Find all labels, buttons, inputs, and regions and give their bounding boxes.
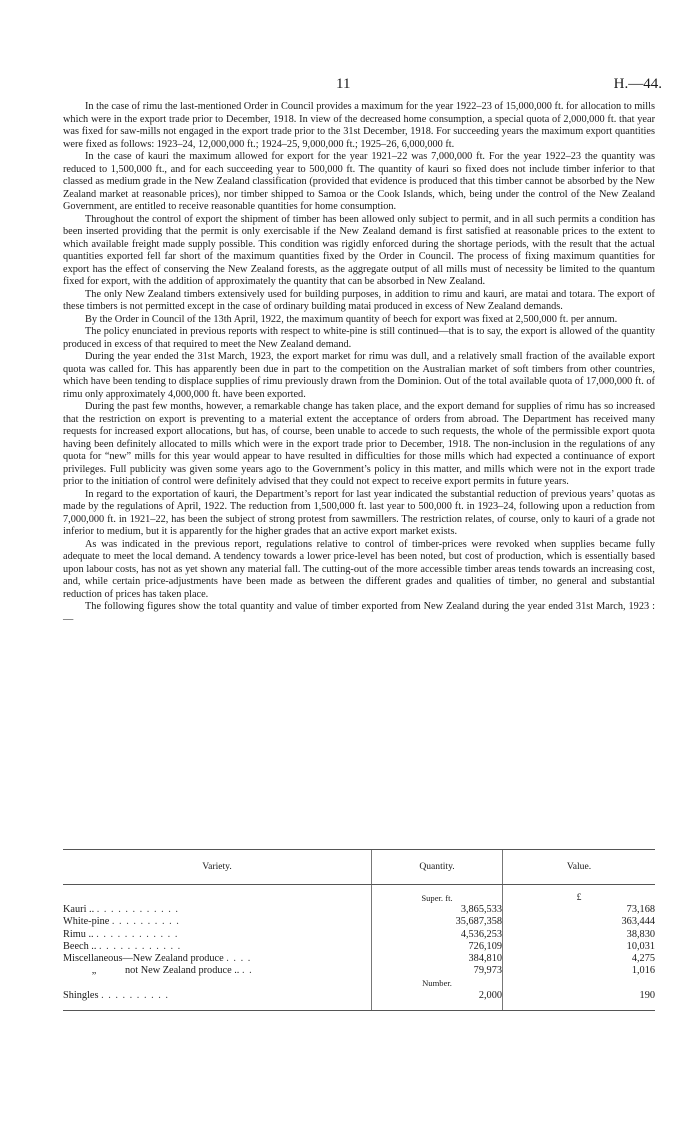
row-variety: Miscellaneous—New Zealand produce bbox=[63, 953, 224, 965]
leader-dots: . . . . . . . . . . . . bbox=[96, 928, 179, 940]
row-quantity: 384,810 bbox=[372, 953, 503, 965]
row-quantity: 35,687,358 bbox=[372, 916, 503, 928]
table-header-row bbox=[63, 850, 655, 885]
unit-value: £ bbox=[503, 885, 656, 905]
row-variety: Rimu .. bbox=[63, 928, 94, 940]
row-variety: not New Zealand produce .. bbox=[125, 965, 240, 977]
row-value: 38,830 bbox=[503, 929, 656, 941]
paragraph-rimu-quota: In the case of rimu the last-mentioned Order in Council provides a maximum for the year 1922–23 of 15,000,000 ft. for allocation to mills which were in the export trade prior to December, 1918. In view of the decreased home consumption, a special quota of 2,000,000 ft. that year was fixed for saw-mills not engaged in the export trade prior to the 31st December, 1918. For succeeding years the maximum export quantities were fixed as follows: 1923–24, 12,000,000 ft.; 1924–25, 9,000,000 ft.; 1925–26, 6,000,000 ft. bbox=[63, 101, 655, 150]
paragraph-beech: By the Order in Council of the 13th April, 1922, the maximum quantity of beech for export was fixed at 2,500,000 ft. per annum. bbox=[85, 313, 618, 325]
row-value: 10,031 bbox=[503, 941, 656, 953]
leader-dots: . . . . . . . . . . bbox=[101, 989, 169, 1001]
row-value: 190 bbox=[503, 990, 656, 1011]
table-row bbox=[63, 929, 655, 941]
table-row bbox=[63, 916, 655, 928]
paragraph-building-timbers: The only New Zealand timbers extensively used for building purposes, in addition to rimu and kauri, are matai and totara. The export of these timbers is not permitted except in the case of ordinary building matai produced in excess of New Zealand demands. bbox=[63, 288, 655, 312]
row-value: 73,168 bbox=[503, 904, 656, 916]
paragraph-kauri-export: In regard to the exportation of kauri, the Department’s report for last year indicated the substantial reduction of previous years’ quotas as made by the regulations of April, 1922. The reduction from 1,500,000 ft. last year to 500,000 ft. in 1923–24, following upon a reduction from 7,000,000 ft. in 1921–22, has been the subject of strong protest from sawmillers. The restriction relates, of course, only to kauri of a grade not inferior to medium, but it is apparently for the higher grades that an active export market exists. bbox=[63, 488, 655, 537]
row-variety: White-pine bbox=[63, 916, 110, 928]
paragraph-table-intro: The following figures show the total quantity and value of timber exported from New Zealand during the year ended 31st March, 1923 :— bbox=[63, 601, 655, 625]
unit-quantity: Super. ft. bbox=[372, 885, 503, 905]
leader-dots: . . bbox=[241, 965, 253, 977]
row-value: 1,016 bbox=[503, 965, 656, 977]
row-quantity: 79,973 bbox=[372, 965, 503, 977]
ditto-mark: „ bbox=[91, 965, 97, 977]
leader-dots: . . . . . . . . . . . . bbox=[96, 904, 179, 916]
row-quantity: 726,109 bbox=[372, 941, 503, 953]
table-row bbox=[63, 904, 655, 916]
unit-number: Number. bbox=[372, 977, 503, 989]
row-value: 4,275 bbox=[503, 953, 656, 965]
row-quantity: 2,000 bbox=[372, 990, 503, 1011]
leader-dots: . . . . . . . . . . bbox=[111, 916, 180, 928]
body-text bbox=[63, 101, 655, 626]
header-value: Value. bbox=[503, 850, 656, 885]
row-value: 363,444 bbox=[503, 916, 656, 928]
page-number: 11 bbox=[336, 76, 351, 92]
table-row bbox=[63, 990, 655, 1011]
paragraph-rimu-market: During the year ended the 31st March, 1923, the export market for rimu was dull, and a relatively small fraction of the available export quota was called for. This has apparently been due in part to the competition on the Australian market of soft timbers from other countries, which have been tending to displace supplies of rimu previously drawn from the Dominion. Out of the total available quota of 17,000,000 ft. of rimu only approximately 4,000,000 ft. have been exported. bbox=[63, 351, 655, 400]
paragraph-white-pine: The policy enunciated in previous reports with respect to white-pine is still continued—that is to say, the export is allowed of the quantity produced in excess of that required to meet the New Zealand demand. bbox=[63, 326, 655, 350]
timber-exports-table bbox=[63, 849, 655, 1011]
row-quantity: 3,865,533 bbox=[372, 904, 503, 916]
row-variety: Kauri .. bbox=[63, 904, 95, 916]
header-variety: Variety. bbox=[63, 850, 372, 885]
paragraph-export-permits: Throughout the control of export the shipment of timber has been allowed only subject to permit, and in all such permits a condition has been inserted providing that the permit is only exercisable if the New Zealand demand is first satisfied at reasonable prices to the extent to which available freight made supply possible. This condition was rigidly enforced during the shortage periods, with the result that the actual quantities exported fell far short of the maximum quantities fixed by the Order in Council. The process of fixing maximum quantities for export has the effect of conserving the New Zealand forests, as the aggregate output of all mills must of necessity be limited to the quantum fixed for export, with the addition of approximately the quantity that can be absorbed in New Zealand. bbox=[63, 213, 655, 287]
leader-dots: . . . . bbox=[226, 953, 252, 965]
row-quantity: 4,536,253 bbox=[372, 929, 503, 941]
units-row bbox=[63, 885, 655, 905]
units-row bbox=[63, 977, 655, 989]
paragraph-timber-prices: As was indicated in the previous report, regulations relative to control of timber-prices were revoked when supplies became fully adequate to meet the local demand. A tendency towards a lower price-level has been noted, but cost of production, which is essentially based upon labour costs, has not as yet shown any material fall. The cutting-out of the more accessible timber areas tends towards an increasing cost, and, while certain price-adjustments have been made as between the different grades and qualities of timber, no general and substantial reduction of prices has taken place. bbox=[63, 538, 655, 600]
paragraph-rimu-demand: During the past few months, however, a remarkable change has taken place, and the export demand for supplies of rimu has so increased that the restriction on export is preventing to a material extent the acceptance of orders from abroad. The Department has received many requests for increased export allocations, but has, of course, been unable to accede to such requests, the whole of the permissible export quota having been definitely allocated to mills which were in the export trade prior to December, 1918. The non-inclusion in the regulations of any quota for “new” mills for this year would appear to have resulted in difficulties for those mills which had expected a continuance of export privileges. Full publicity was given some years ago to the Government’s policy in this matter, and mills which were not in the export trade prior to the initiation of control were definitely advised that they could not expect to receive export permits in future years. bbox=[63, 401, 655, 487]
table-row bbox=[63, 953, 655, 965]
table-row bbox=[63, 941, 655, 953]
row-variety: Beech .. bbox=[63, 940, 97, 952]
report-code: H.—44. bbox=[613, 76, 662, 92]
leader-dots: . . . . . . . . . . . . bbox=[99, 940, 182, 952]
row-variety: Shingles bbox=[63, 989, 99, 1001]
header-quantity: Quantity. bbox=[372, 850, 503, 885]
table-row bbox=[63, 965, 655, 977]
paragraph-kauri-quota: In the case of kauri the maximum allowed for export for the year 1921–22 was 7,000,000 ft. For the year 1922–23 the quantity was reduced to 1,500,000 ft., and for each succeeding year to 500,000 ft. The quantity of kauri so fixed does not include timber inferior to that classed as medium grade in the New Zealand classification (provided that evidence is produced that this timber cannot be absorbed by the New Zealand market at reasonable prices), nor timber shipped to Samoa or the Cook Islands, which, being under the control of the New Zealand Government, are entitled to receive reasonable quantities for home consumption. bbox=[63, 151, 655, 212]
